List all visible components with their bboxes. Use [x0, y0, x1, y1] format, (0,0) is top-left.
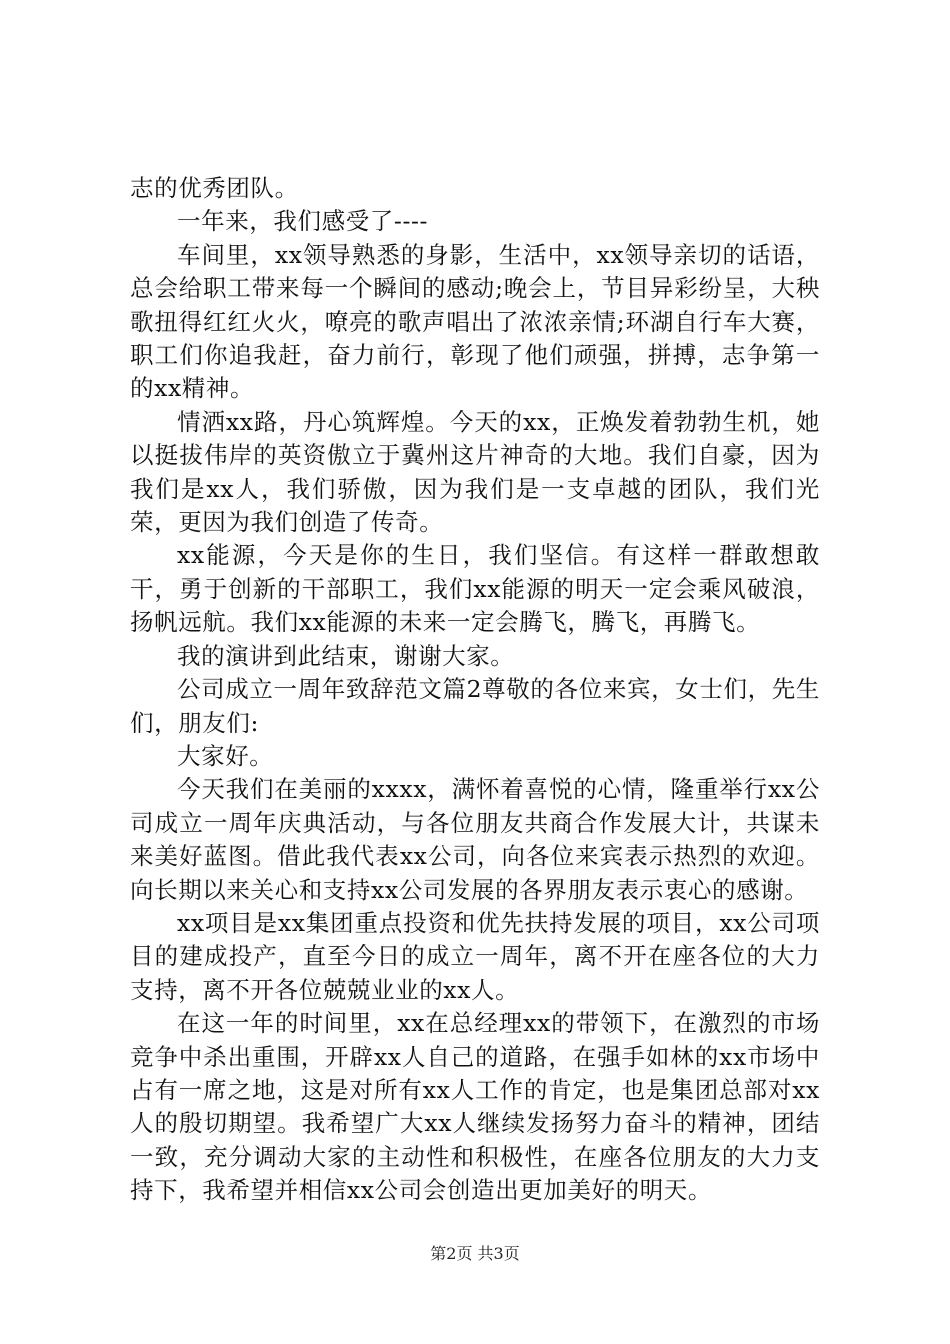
page-footer: 第2页 共3页 [430, 1244, 520, 1263]
paragraph: 车间里，xx领导熟悉的身影，生活中，xx领导亲切的话语，总会给职工带来每一个瞬间的感动;晚会上，节目异彩纷呈，大秧歌扭得红红火火，嘹亮的歌声唱出了浓浓亲情;环湖自行车大赛，职工们你追我赶，奋力前行，彰现了他们顽强，拼搏，志争第一的xx精神。 [130, 240, 820, 403]
paragraph: 情洒xx路，丹心筑辉煌。今天的xx，正焕发着勃勃生机，她以挺拔伟岸的英资傲立于冀州这片神奇的大地。我们自豪，因为我们是xx人，我们骄傲，因为我们是一支卓越的团队，我们光荣，更因为我们创造了传奇。 [130, 407, 820, 537]
paragraph: xx能源，今天是你的生日，我们坚信。有这样一群敢想敢干，勇于创新的干部职工，我们xx能源的明天一定会乘风破浪，扬帆远航。我们xx能源的未来一定会腾飞，腾飞，再腾飞。 [130, 541, 820, 637]
paragraph: 在这一年的时间里，xx在总经理xx的带领下，在激烈的市场竞争中杀出重围，开辟xx人自己的道路，在强手如林的xx市场中占有一席之地，这是对所有xx人工作的肯定，也是集团总部对xx人的殷切期望。我希望广大xx人继续发扬努力奋斗的精神，团结一致，充分调动大家的主动性和积极性，在座各位朋友的大力支持下，我希望并相信xx公司会创造出更加美好的明天。 [130, 1009, 820, 1205]
paragraph: 今天我们在美丽的xxxx，满怀着喜悦的心情，隆重举行xx公司成立一周年庆典活动，与各位朋友共商合作发展大计，共谋未来美好蓝图。借此我代表xx公司，向各位来宾表示热烈的欢迎。向长期以来关心和支持xx公司发展的各界朋友表示衷心的感谢。 [130, 775, 820, 904]
paragraph: 志的优秀团队。 [130, 174, 299, 202]
document-body [130, 172, 820, 1208]
paragraph: 公司成立一周年致辞范文篇2尊敬的各位来宾，女士们，先生们，朋友们: [130, 675, 820, 737]
paragraph: 大家好。 [177, 741, 274, 770]
paragraph: xx项目是xx集团重点投资和优先扶持发展的项目，xx公司项目的建成投产，直至今日的成立一周年，离不开在座各位的大力支持，离不开各位兢兢业业的xx人。 [130, 908, 820, 1004]
paragraph: 我的演讲到此结束，谢谢大家。 [177, 641, 515, 670]
paragraph: 一年来，我们感受了---- [177, 207, 429, 236]
